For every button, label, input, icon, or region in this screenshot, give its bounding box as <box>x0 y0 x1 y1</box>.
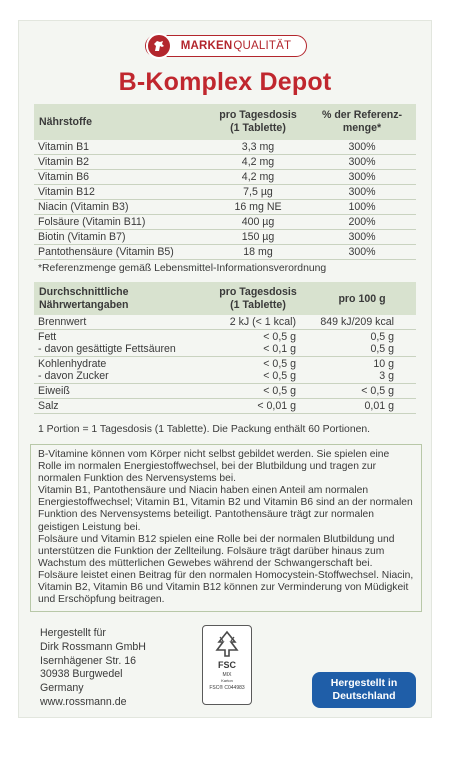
info-paragraph: B-Vitamine können vom Körper nicht selbst gebildet werden. Sie spielen eine Rolle im normalen Energiestoffwechsel, bei der Blutbildung und tragen zur normalen Funktion des Nervensystems bei. <box>38 449 390 485</box>
fsc-tree-icon <box>212 629 242 659</box>
product-title: B-Komplex Depot <box>118 68 332 96</box>
table-row: Fett < 0,5 g 0,5 g - davon gesättigte Fettsäuren < 0,1 g 0,5 g <box>34 330 416 357</box>
made-in-germany-badge: Hergestellt in Deutschland <box>312 672 416 708</box>
fsc-karton: Karton <box>221 678 233 683</box>
nutrition-table <box>34 282 416 435</box>
table-row: Eiweiß < 0,5 g < 0,5 g <box>34 384 416 399</box>
website-link[interactable]: www.rossmann.de <box>40 695 127 708</box>
table-row: Kohlenhydrate < 0,5 g 10 g - davon Zucker < 0,5 g 3 g <box>34 357 416 384</box>
brand-label: QUALITÄT <box>233 40 292 52</box>
col-header-nutrition: Durchschnittliche Nährwertangaben <box>39 285 129 311</box>
table-row: Niacin (Vitamin B3) 16 mg NE 100% <box>34 200 416 215</box>
fsc-code: FSC® C044983 <box>209 685 245 691</box>
table-row: Vitamin B1 3,3 mg 300% <box>34 140 416 155</box>
table-row: Vitamin B2 4,2 mg 300% <box>34 155 416 170</box>
info-paragraph: Folsäure und Vitamin B12 spielen eine Rolle bei der normalen Blutbildung und unterstützen die Funktion der Zellteilung. Folsäure trägt darüber hinaus zum Wachstum des mütterlichen Gewebes während der Schwangerschaft bei. Folsäure leistet einen Beitrag für den normalen Homocystein-Stoffwechsel. Niacin, Vitamin B2, Vitamin B6 und Vitamin B12 können zur Verminderung von Müdigkeit und Erschöpfung beitragen. <box>38 533 414 606</box>
info-paragraph: Vitamin B1, Pantothensäure und Niacin haben einen Anteil am normalen Energiestoffwechsel; Vitamin B1, Vitamin B2 und Vitamin B6 sind an der normalen Funktion des Nervensystems beteiligt. Pantothensäure trägt zur normalen geistigen Leistung bei. <box>38 485 413 533</box>
table-row: Vitamin B12 7,5 µg 300% <box>34 185 416 200</box>
col-header-per-100g: pro 100 g <box>338 292 386 305</box>
fsc-label: FSC <box>218 660 236 670</box>
nutrition-table-header <box>34 282 416 315</box>
brand-label-bold: MARKEN <box>180 40 233 52</box>
portion-note: 1 Portion = 1 Tagesdosis (1 Tablette). Die Packung enthält 60 Portionen. <box>38 424 371 435</box>
table-row: Vitamin B6 4,2 mg 300% <box>34 170 416 185</box>
fsc-label-box <box>202 625 252 705</box>
reference-footnote: *Referenzmenge gemäß Lebensmittel-Informationsverordnung <box>38 263 327 274</box>
horse-logo-icon <box>146 33 172 59</box>
col-header-dose: pro Tagesdosis (1 Tablette) <box>219 285 297 311</box>
col-header-nutrient: Nährstoffe <box>39 116 92 128</box>
nutrients-table-header <box>34 104 416 140</box>
info-text-box <box>30 444 422 612</box>
table-row: Brennwert 2 kJ (< 1 kcal) 849 kJ/209 kcal <box>34 315 416 330</box>
col-header-reference: % der Referenz- menge* <box>321 109 403 134</box>
manufacturer-address: Hergestellt für Dirk Rossmann GmbH Isernhägener Str. 16 30938 Burgwedel Germany www.rossmann.de <box>40 627 146 708</box>
table-row: Salz < 0,01 g 0,01 g <box>34 399 416 414</box>
table-row: Pantothensäure (Vitamin B5) 18 mg 300% <box>34 245 416 260</box>
table-row: Folsäure (Vitamin B11) 400 µg 200% <box>34 215 416 230</box>
table-row: Biotin (Vitamin B7) 150 µg 300% <box>34 230 416 245</box>
fsc-mix: MIX <box>222 672 232 678</box>
col-header-dose: pro Tagesdosis (1 Tablette) <box>219 109 297 134</box>
nutrients-table <box>34 104 416 274</box>
